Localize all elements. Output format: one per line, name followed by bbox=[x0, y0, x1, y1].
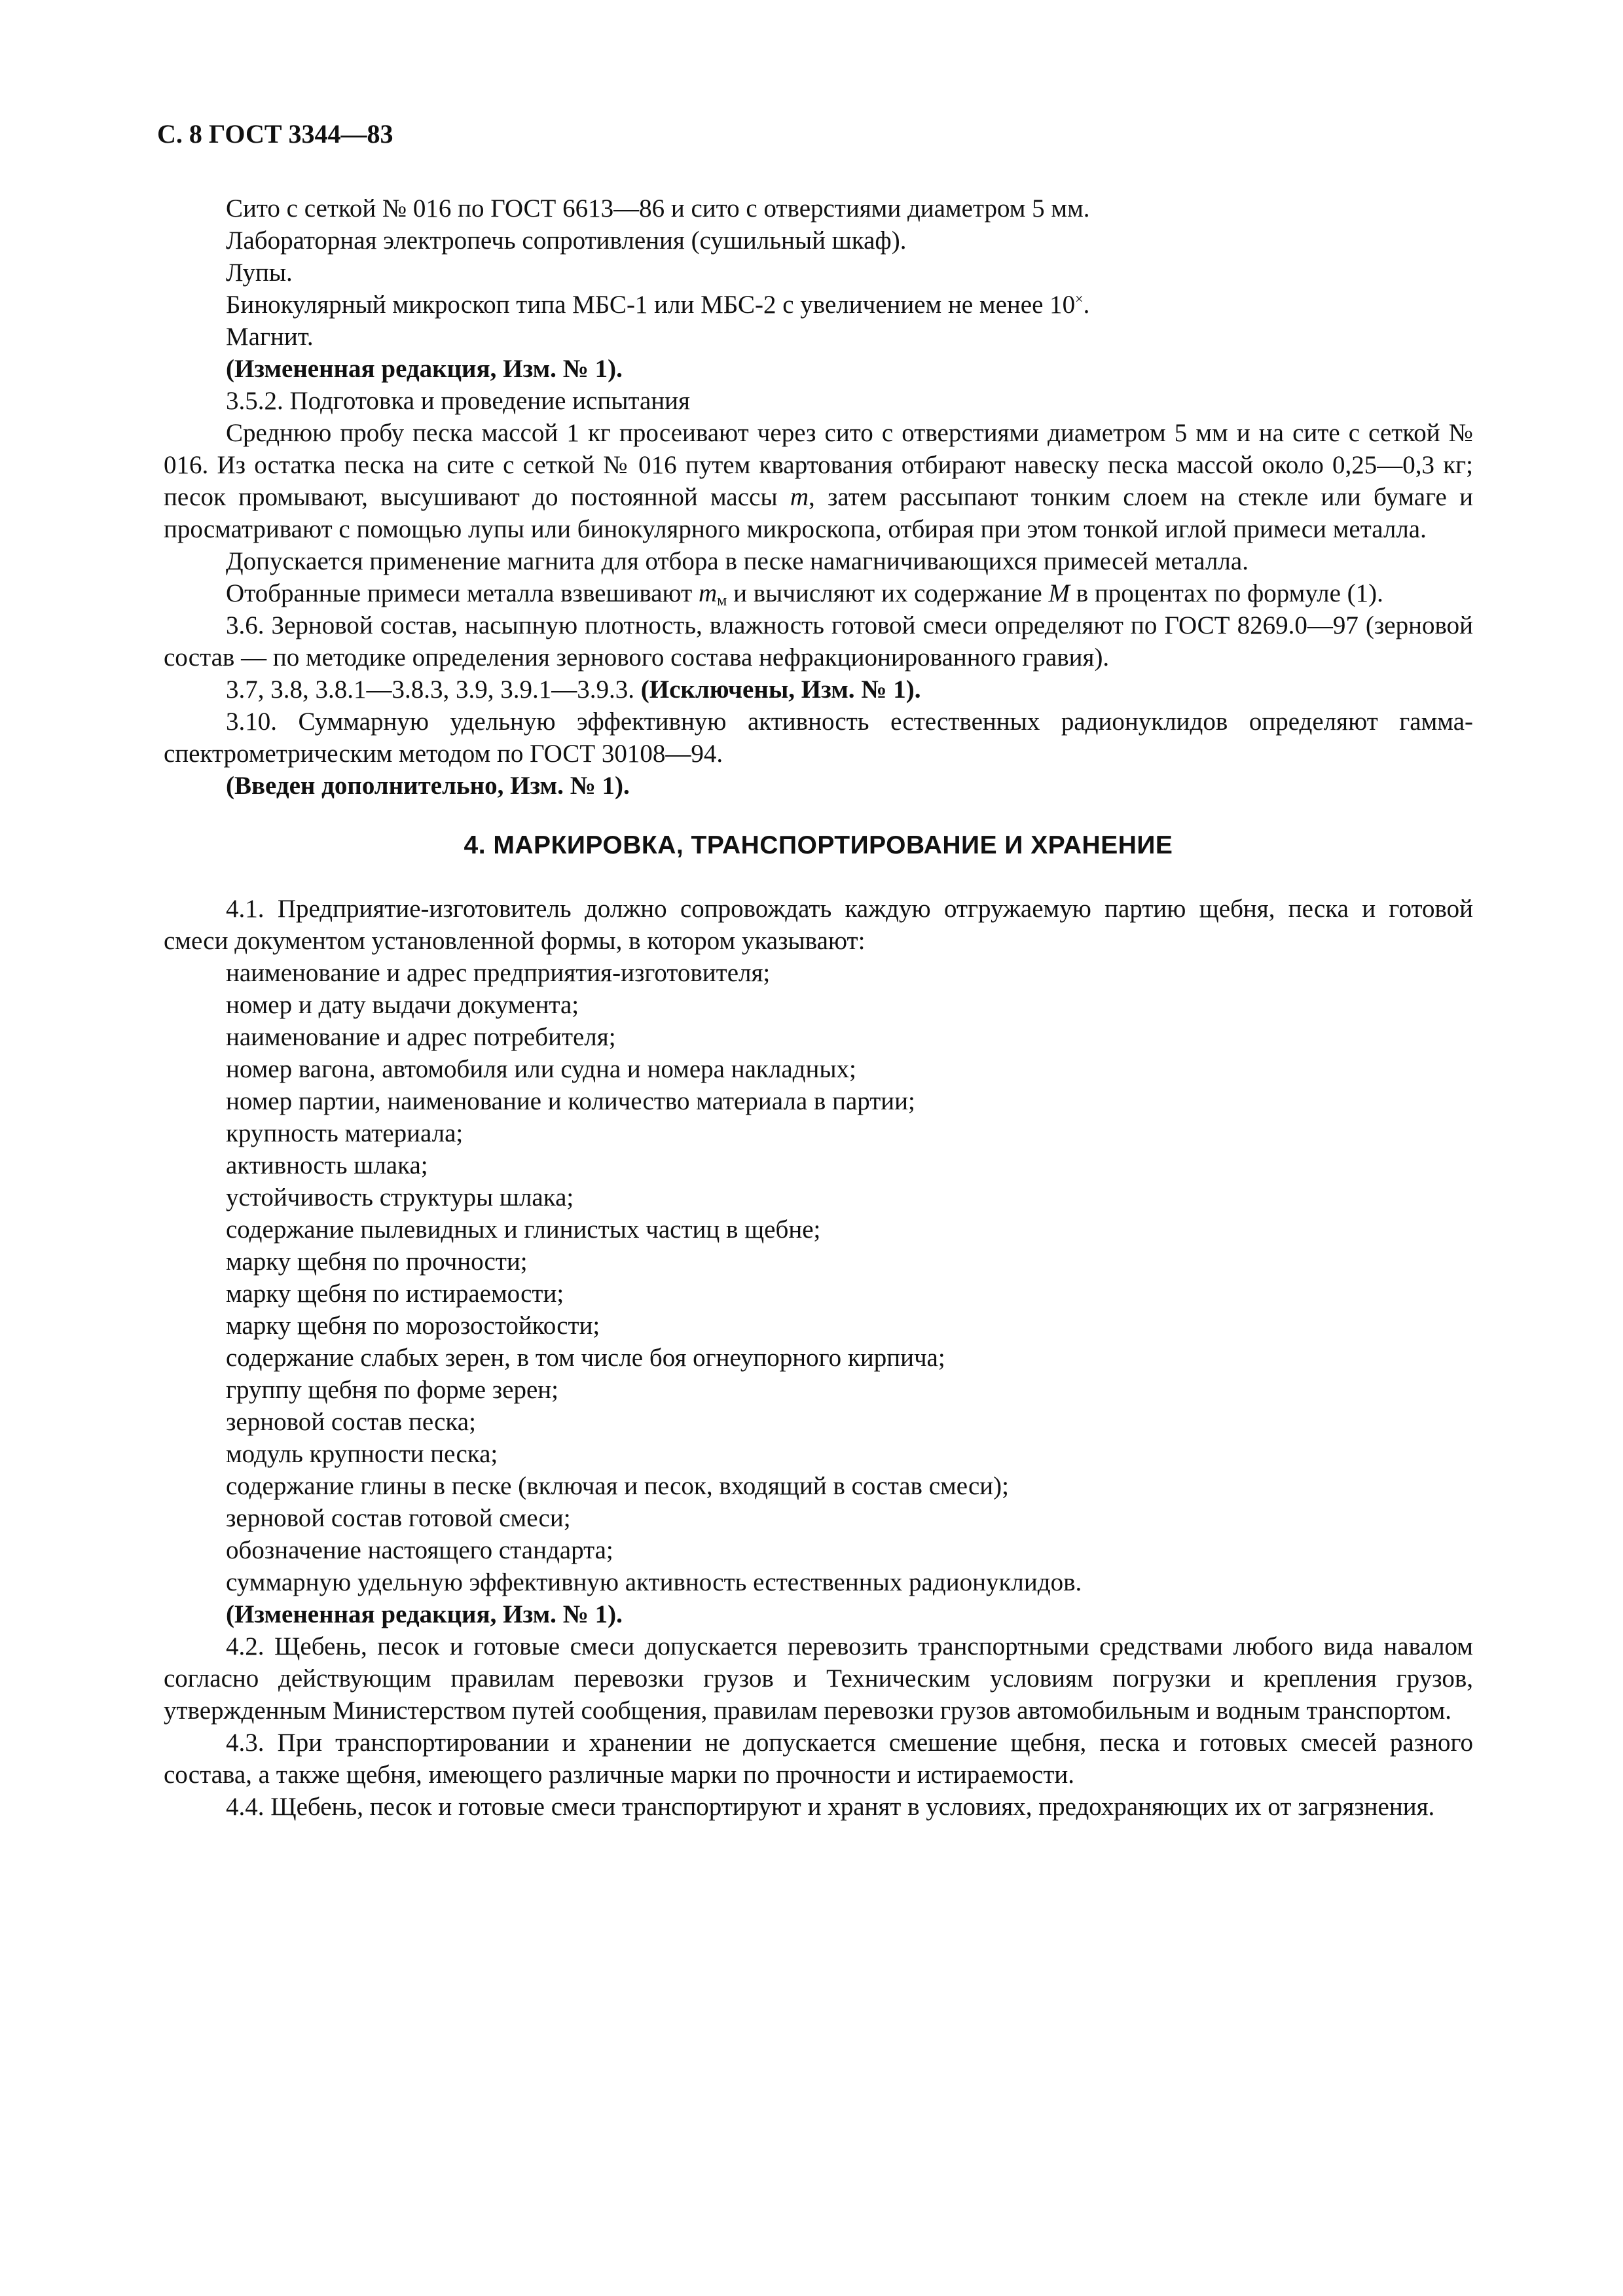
microscope-text: Бинокулярный микроскоп типа МБС-1 или МБС-2 с увеличением не менее 10 bbox=[226, 291, 1076, 319]
marking-list bbox=[164, 957, 1473, 1598]
list-item: наименование и адрес предприятия-изготовителя; bbox=[226, 959, 771, 987]
list-item: крупность материала; bbox=[226, 1119, 464, 1147]
list-item: активность шлака; bbox=[226, 1151, 428, 1179]
list-item: зерновой состав песка; bbox=[226, 1408, 476, 1436]
mass-metal-subscript: м bbox=[717, 592, 727, 609]
list-item: содержание глины в песке (включая и песок, входящий в состав смеси); bbox=[226, 1472, 1009, 1500]
list-item: группу щебня по форме зерен; bbox=[226, 1376, 558, 1404]
content-symbol: M bbox=[1048, 579, 1070, 607]
list-item: зерновой состав готовой смеси; bbox=[226, 1504, 571, 1532]
list-item: марку щебня по прочности; bbox=[226, 1247, 528, 1276]
clause-3-5-2-text-a: Среднюю пробу песка массой 1 кг просеивают через сито с отверстиями диаметром 5 мм и на сите с сеткой № 016. Из остатка песка на сите с сеткой № 016 путем квартования отбирают навеску песка массой около 0,25—0,3 кг; песок промывают, высушивают до постоянной массы bbox=[164, 419, 1473, 511]
clause-3-5-2-text-b: , затем рассыпают тонким слоем на стекле или бумаге и просматривают с помощью лупы или бинокулярного микроскопа, отбирая при этом тонкой иглой примеси металла. bbox=[164, 483, 1474, 543]
amendment-note: (Измененная редакция, Изм. № 1). bbox=[226, 355, 623, 383]
amendment-note-4: (Измененная редакция, Изм. № 1). bbox=[226, 1600, 623, 1628]
clause-4-3: 4.3. При транспортировании и хранении не допускается смешение щебня, песка и готовых смесей разного состава, а также щебня, имеющего различные марки по прочности и истираемости. bbox=[164, 1729, 1473, 1789]
list-item: номер и дату выдачи документа; bbox=[226, 991, 579, 1019]
equipment-loupes: Лупы. bbox=[226, 259, 293, 287]
magnification-sign: × bbox=[1075, 291, 1084, 307]
equipment-sieve: Сито с сеткой № 016 по ГОСТ 6613—86 и сито с отверстиями диаметром 5 мм. bbox=[226, 194, 1090, 223]
equipment-microscope bbox=[164, 289, 1473, 321]
mass-symbol: m bbox=[790, 483, 809, 511]
list-item: номер вагона, автомобиля или судна и номера накладных; bbox=[226, 1055, 856, 1083]
list-item: устойчивость структуры шлака; bbox=[226, 1183, 574, 1211]
weigh-text-a: Отобранные примеси металла взвешивают bbox=[226, 579, 699, 607]
clause-3-10: 3.10. Суммарную удельную эффективную активность естественных радионуклидов определяют гамма-спектрометрическим методом по ГОСТ 30108—94. bbox=[164, 708, 1473, 768]
clause-4-4: 4.4. Щебень, песок и готовые смеси транспортируют и хранят в условиях, предохраняющих их от загрязнения. bbox=[226, 1793, 1435, 1821]
list-item: марку щебня по морозостойкости; bbox=[226, 1312, 600, 1340]
excluded-clauses: 3.7, 3.8, 3.8.1—3.8.3, 3.9, 3.9.1—3.9.3. bbox=[226, 675, 641, 704]
list-item: суммарную удельную эффективную активность естественных радионуклидов. bbox=[226, 1568, 1082, 1596]
clause-3-6: 3.6. Зерновой состав, насыпную плотность, влажность готовой смеси определяют по ГОСТ 8269.0—97 (зерновой состав — по методике определения зернового состава нефракционированного гравия). bbox=[164, 611, 1473, 672]
equipment-furnace: Лабораторная электропечь сопротивления (сушильный шкаф). bbox=[226, 226, 907, 255]
clause-4-1: 4.1. Предприятие-изготовитель должно сопровождать каждую отгружаемую партию щебня, песка и готовой смеси документом установленной формы, в котором указывают: bbox=[164, 895, 1473, 955]
page-header: С. 8 ГОСТ 3344—83 bbox=[157, 119, 393, 149]
clause-3-5-2-body bbox=[164, 417, 1473, 545]
list-item: обозначение настоящего стандарта; bbox=[226, 1536, 613, 1564]
weigh-paragraph bbox=[164, 577, 1473, 609]
clause-4-2: 4.2. Щебень, песок и готовые смеси допускается перевозить транспортными средствами любого вида навалом согласно действующим правилам перевозки грузов и Техническим условиям погрузки и крепления грузов, утвержденным Министерством путей сообщения, правилам перевозки грузов автомобильным и водным транспортом. bbox=[164, 1632, 1473, 1725]
magnet-allowed-paragraph: Допускается применение магнита для отбора в песке намагничивающихся примесей металла. bbox=[226, 547, 1249, 575]
amendment-note-added: (Введен дополнительно, Изм. № 1). bbox=[226, 772, 630, 800]
list-item: марку щебня по истираемости; bbox=[226, 1280, 564, 1308]
excluded-note: (Исключены, Изм. № 1). bbox=[640, 675, 921, 704]
list-item: содержание слабых зерен, в том числе боя огнеупорного кирпича; bbox=[226, 1344, 945, 1372]
weigh-text-b: и вычисляют их содержание bbox=[727, 579, 1049, 607]
document-body bbox=[164, 192, 1473, 1823]
list-item: содержание пылевидных и глинистых частиц в щебне; bbox=[226, 1215, 821, 1244]
list-item: номер партии, наименование и количество материала в партии; bbox=[226, 1087, 915, 1115]
clause-3-5-2-title: 3.5.2. Подготовка и проведение испытания bbox=[226, 387, 690, 415]
equipment-magnet: Магнит. bbox=[226, 323, 314, 351]
mass-metal-symbol: m bbox=[698, 579, 718, 607]
microscope-end: . bbox=[1083, 291, 1090, 319]
clause-3-7-excluded bbox=[164, 673, 1473, 706]
weigh-text-c: в процентах по формуле (1). bbox=[1069, 579, 1383, 607]
list-item: модуль крупности песка; bbox=[226, 1440, 498, 1468]
list-item: наименование и адрес потребителя; bbox=[226, 1023, 616, 1051]
section-4-title: 4. МАРКИРОВКА, ТРАНСПОРТИРОВАНИЕ И ХРАНЕНИЕ bbox=[464, 831, 1173, 859]
